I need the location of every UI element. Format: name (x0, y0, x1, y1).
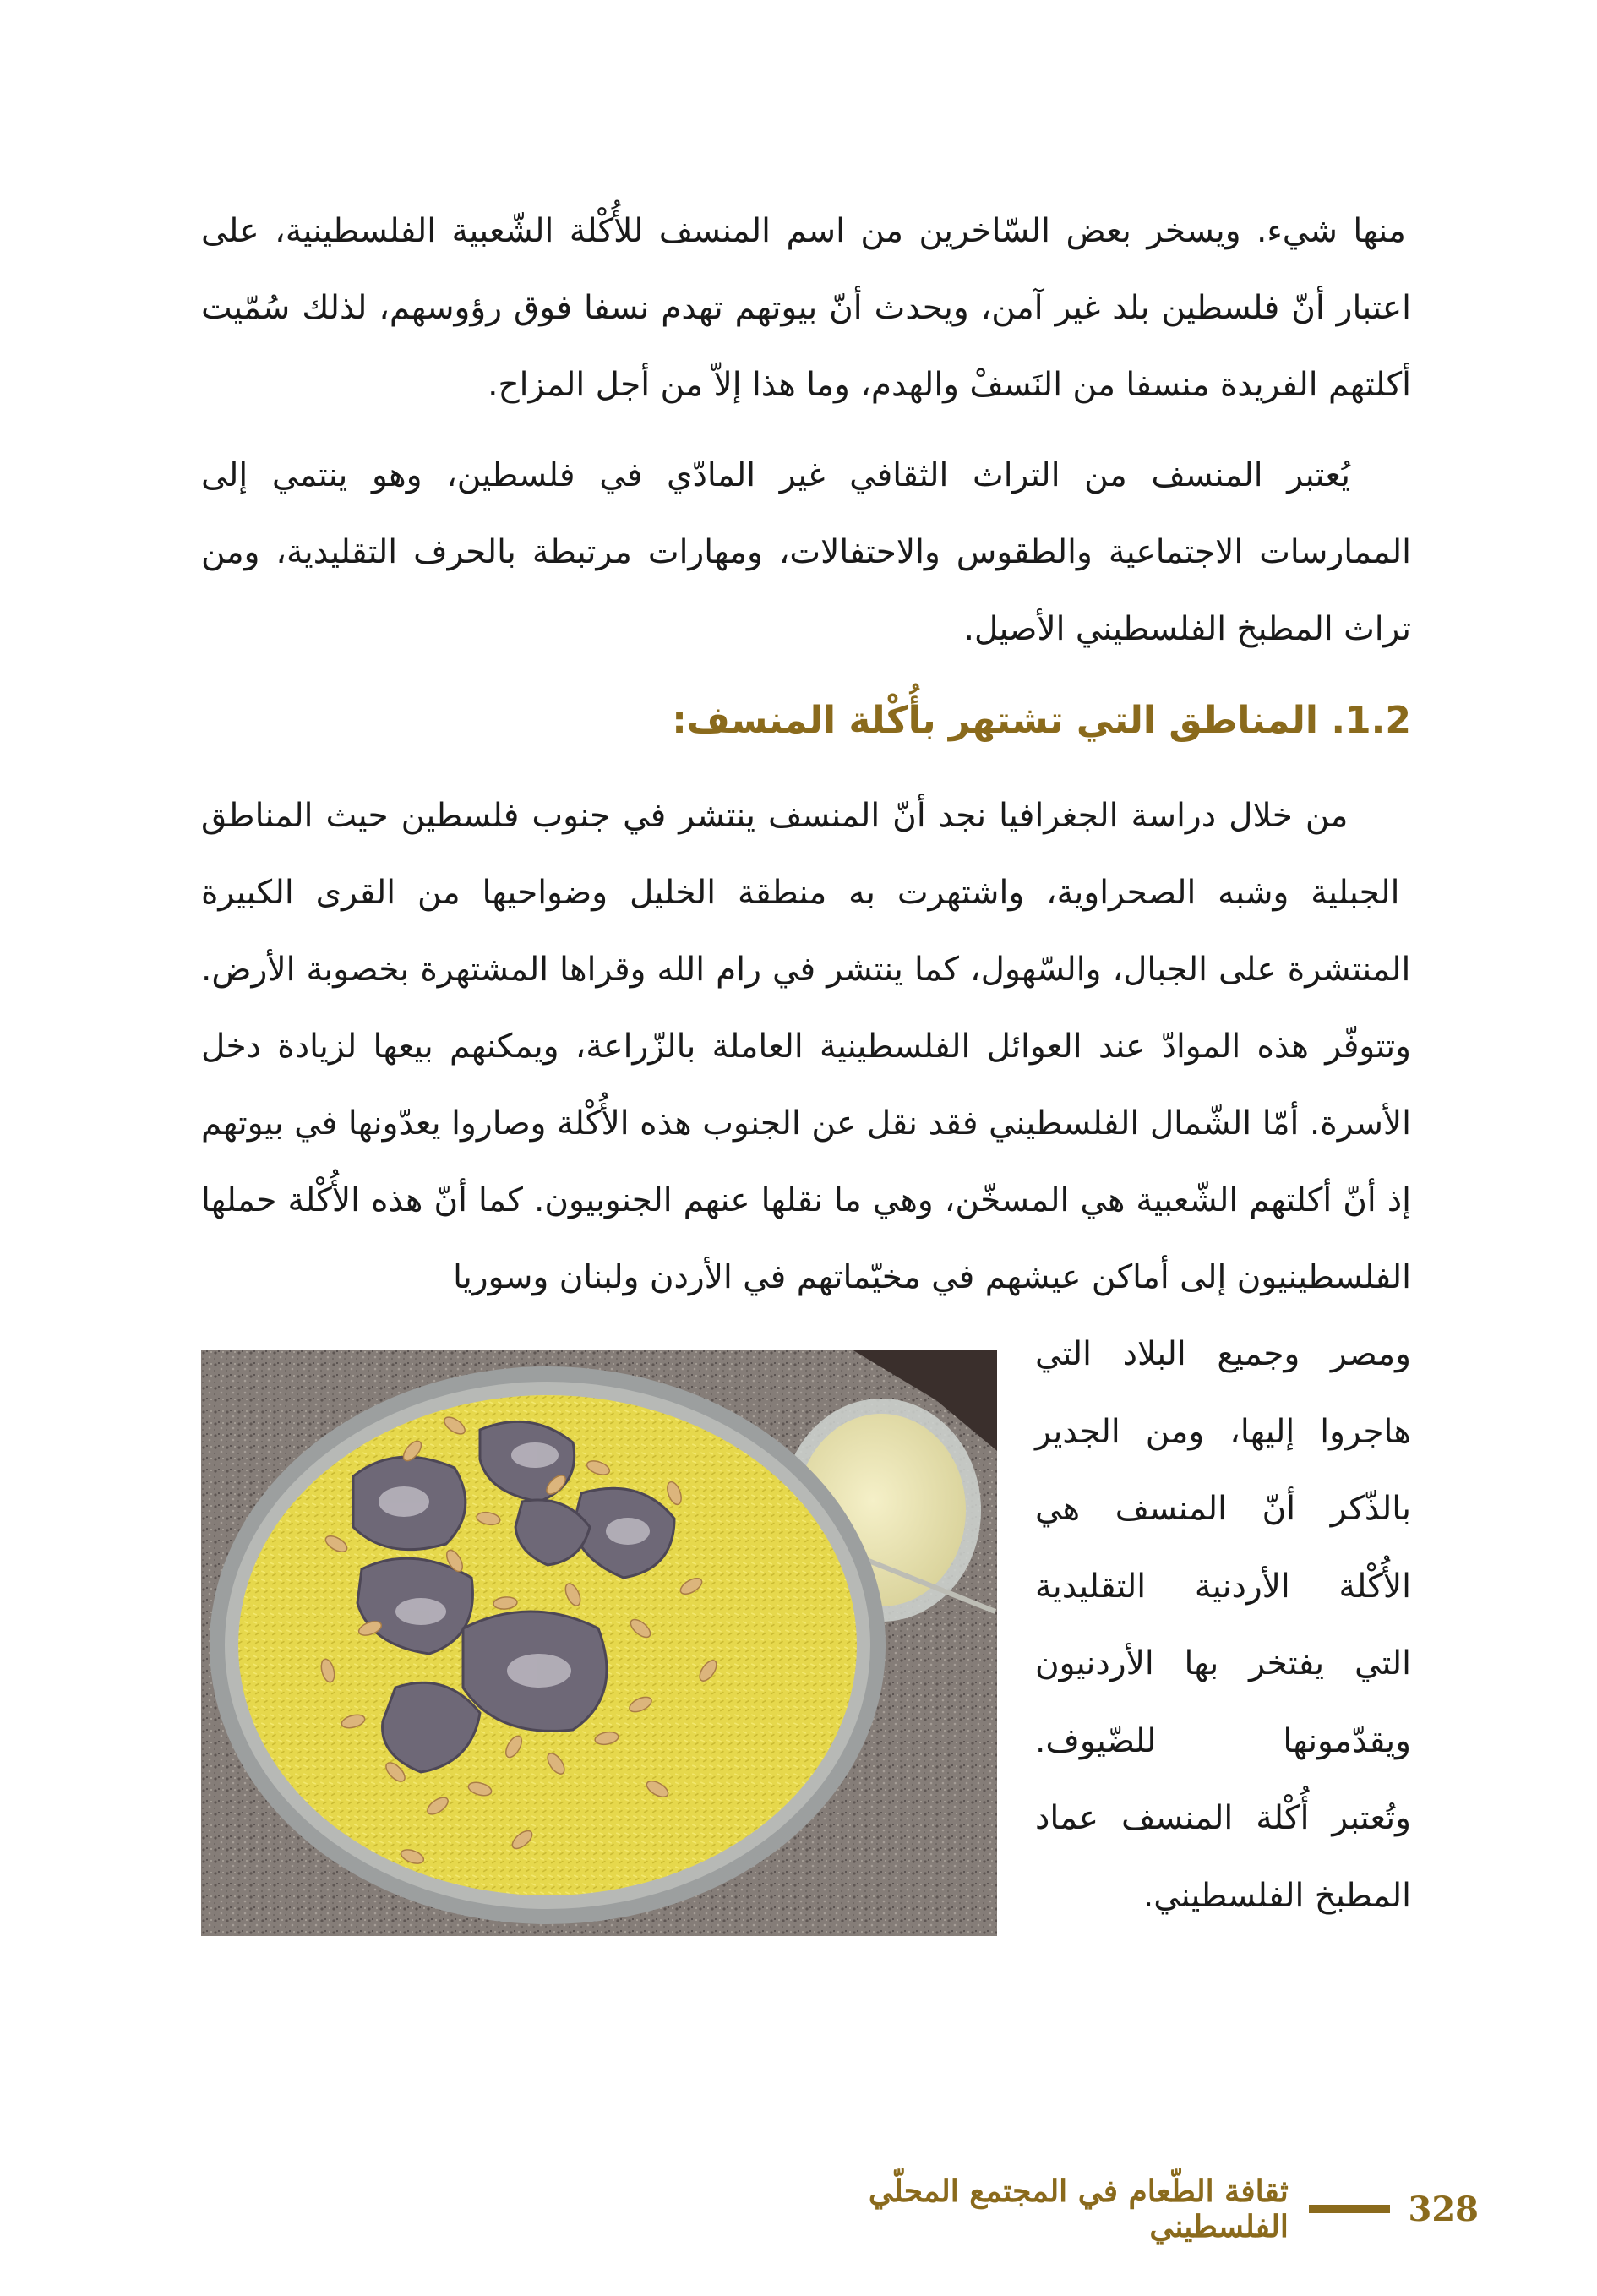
paragraph-wrap-beside-photo (1035, 1316, 1411, 1934)
text-line: وتُعتبر أُكْلة المنسف عماد (1035, 1799, 1411, 1837)
text-line: وتتوفّر هذه الموادّ عند العوائل الفلسطينية العاملة بالزّراعة، ويمكنهم بيعها لزيادة (261, 1028, 1411, 1066)
page-footer (744, 2173, 1479, 2244)
text-line: هاجروا إليها، ومن الجدير (1035, 1412, 1411, 1451)
text-line: الاجتماعية والطقوس والاحتفالات، ومهارات مرتبطة بالحرف التقليدية، ومن تراث (201, 533, 1411, 648)
text-line: المنتشرة على الجبال، والسّهول، كما ينتشر في رام الله وقراها المشتهرة بخصوبة الأرض. (201, 951, 1411, 989)
text-line: المطبخ الفلسطيني الأصيل. (963, 610, 1333, 648)
page-number: 328 (1408, 2189, 1479, 2229)
text-line: سُمّيت أكلتهم الفريدة منسفا من النَسفْ والهدم، وما هذا إلاّ من أجل المزاح. (201, 289, 1411, 404)
text-line: من خلال دراسة الجغرافيا نجد أنّ المنسف ينتشر في جنوب فلسطين حيث المناطق (201, 797, 1349, 835)
text-line: دخل الأسرة. أمّا الشّمال الفلسطيني فقد نقل عن الجنوب هذه الأُكْلة وصاروا يعدّونها (201, 1028, 1412, 1143)
book-title: ثقافة الطّعام في المجتمع المحلّي الفلسطيني (868, 2173, 1289, 2244)
text-line: المطبخ الفلسطيني. (1142, 1876, 1411, 1915)
text-line: التي يفتخر بها الأردنيون (1035, 1644, 1411, 1682)
mansaf-platter-icon (201, 1350, 997, 1936)
footer-rule (1309, 2205, 1390, 2213)
text-line: في بيوتهم إذ أنّ أكلتهم الشّعبية هي المسخّن، وهي ما نقلها عنهم الجنوبيون. كما أنّ (201, 1104, 1411, 1219)
paragraph-mansaf-joke (201, 193, 1411, 423)
text-line: بالذّكر أنّ المنسف هي (1035, 1490, 1411, 1528)
text-line: هذه الأُكْلة حملها الفلسطينيون إلى أماكن عيشهم في مخيّماتهم في الأردن ولبنان وسوريا (201, 1181, 1411, 1296)
text-line: ويقدّمونها للضّيوف. (1035, 1721, 1411, 1760)
text-line: الأُكْلة الأردنية التقليدية (1035, 1567, 1411, 1606)
text-line: ومصر وجميع البلاد التي (1035, 1335, 1411, 1373)
paragraph-heritage (201, 437, 1411, 668)
text-line: يُعتبر المنسف من التراث الثقافي غير المادّي في فلسطين، وهو ينتمي إلى الممارسات (201, 456, 1412, 571)
text-line: الجبلية وشبه الصحراوية، واشتهرت به منطقة الخليل وضواحيها من القرى الكبيرة (201, 874, 1400, 912)
paragraph-regions (201, 777, 1411, 1316)
mansaf-photo (201, 1350, 997, 1936)
section-heading: 1.2. المناطق التي تشتهر بأُكْلة المنسف: (672, 699, 1411, 742)
text-line: اعتبار أنّ فلسطين بلد غير آمن، ويحدث أنّ بيوتهم تهدم نسفا فوق رؤوسهم، لذلك (290, 289, 1411, 327)
text-line: منها شيء. ويسخر بعض السّاخرين من اسم المنسف للأُكْلة الشّعبية الفلسطينية، على (201, 212, 1406, 250)
